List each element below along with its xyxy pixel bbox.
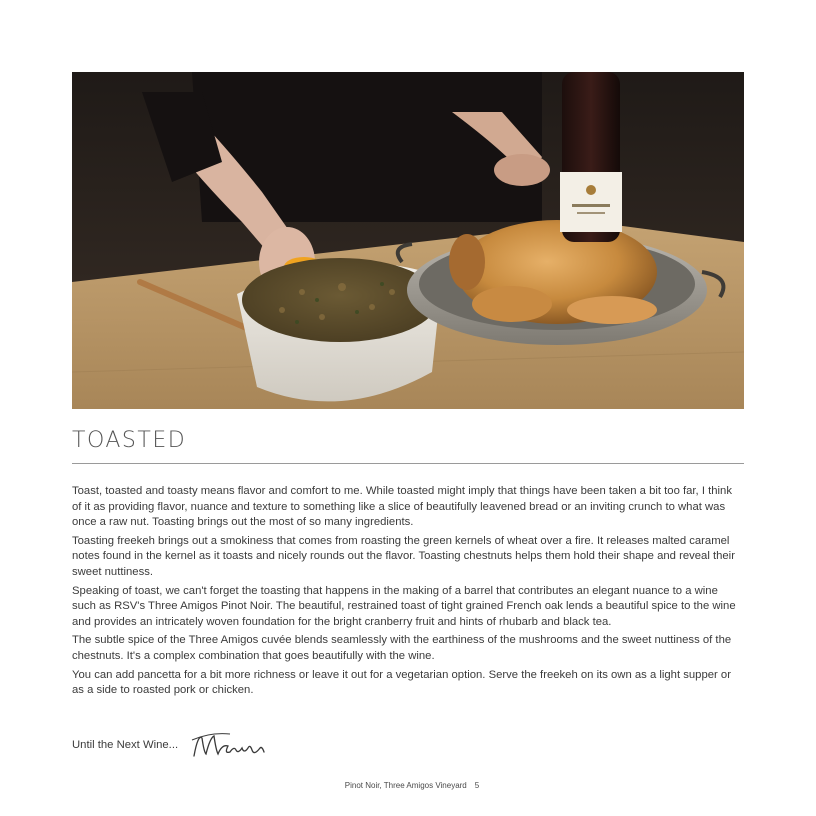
signoff-text: Until the Next Wine... xyxy=(72,739,179,751)
heading-divider xyxy=(72,463,744,464)
paragraph: Toasting freekeh brings out a smokiness that comes from roasting the green kernels of wheat over a fire. It releases malted caramel notes found in the kernel as it toasts and nicely rounds out the flavor. Toasting chestnuts helps them hold their shape and reveal their sweet nuttiness. xyxy=(72,534,735,578)
paragraph: Toast, toasted and toasty means flavor and comfort to me. While toasted might imply that things have been taken a bit too far, I think of it as providing flavor, nuance and texture to something like a slice of beautifully leavened bread or an inviting crunch to what was once a raw nut. Toasting brings out the most of so many ingredients. xyxy=(72,485,732,529)
page-footer xyxy=(0,781,816,790)
paragraph: The subtle spice of the Three Amigos cuvée blends seamlessly with the earthiness of the mushrooms and the sweet nuttiness of the chestnuts. It's a complex combination that goes beautifully with the wine. xyxy=(72,634,732,662)
paragraph: You can add pancetta for a bit more richness or leave it out for a vegetarian option. Serve the freekeh on its own as a light supper or as a side to roasted pork or chicken. xyxy=(72,668,731,697)
signoff xyxy=(72,728,268,762)
section-heading: TOASTED xyxy=(72,428,187,453)
hero-photo xyxy=(72,72,744,409)
paragraph: Speaking of toast, we can't forget the toasting that happens in the making of a barrel that contributes an elegant nuance to a wine such as RSV's Three Amigos Pinot Noir. The beautiful, restrained toast of tight grained French oak lends a beautiful spice to the wine and provides an intricately woven foundation for the bright cranberry fruit and hints of rhubarb and black tea. xyxy=(72,584,736,628)
footer-text: Pinot Noir, Three Amigos Vineyard xyxy=(344,781,467,790)
signature-maria xyxy=(190,728,268,762)
article-body xyxy=(72,484,744,702)
page-number: 5 xyxy=(474,781,480,790)
photo-illustration xyxy=(72,72,744,409)
